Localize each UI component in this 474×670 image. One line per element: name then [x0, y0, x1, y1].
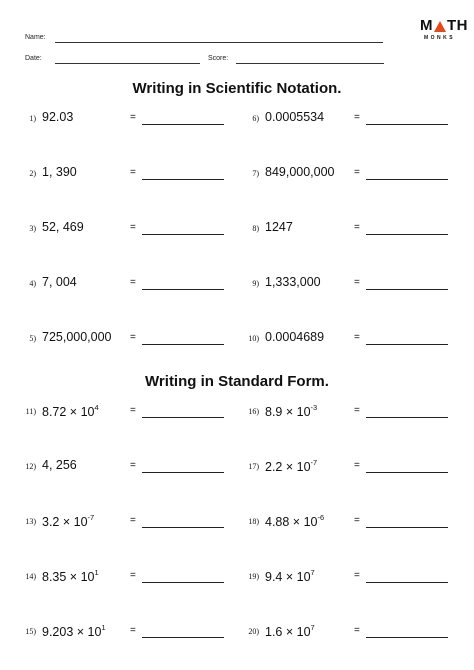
answer-blank[interactable]	[366, 527, 448, 528]
problem-item	[0, 165, 474, 183]
problem-number: 15)	[25, 627, 36, 636]
answer-blank[interactable]	[366, 582, 448, 583]
expression-exponent: -7	[87, 513, 95, 522]
equals-sign: =	[130, 167, 136, 178]
problem-item	[0, 513, 474, 531]
problem-number: 12)	[25, 462, 36, 471]
name-label: Name:	[25, 34, 46, 41]
problem-expression: 1247	[265, 220, 293, 234]
math-monks-logo	[420, 17, 468, 41]
answer-blank[interactable]	[366, 179, 448, 180]
score-label: Score:	[208, 55, 229, 62]
answer-blank[interactable]	[366, 289, 448, 290]
triangle-icon	[434, 21, 446, 32]
problem-item	[0, 330, 474, 348]
problem-expression: 4, 256	[42, 458, 77, 472]
expression-base: 2.2 × 10	[265, 460, 311, 474]
answer-blank[interactable]	[366, 234, 448, 235]
problem-expression	[265, 623, 315, 639]
problem-item	[0, 458, 474, 476]
problem-number: 19)	[248, 572, 259, 581]
logo-text-m: M	[420, 17, 433, 34]
problem-expression: 92.03	[42, 110, 74, 124]
equals-sign: =	[130, 405, 136, 416]
expression-base: 8.9 × 10	[265, 405, 311, 419]
equals-sign: =	[130, 112, 136, 123]
problem-number: 1)	[29, 114, 36, 123]
problem-expression: 52, 469	[42, 220, 84, 234]
problem-expression: 1, 390	[42, 165, 77, 179]
problem-number: 6)	[252, 114, 259, 123]
equals-sign: =	[130, 222, 136, 233]
logo-subtext: MONKS	[424, 35, 456, 41]
equals-sign: =	[130, 460, 136, 471]
date-field[interactable]	[55, 63, 200, 64]
expression-exponent: -3	[310, 403, 318, 412]
expression-exponent: 1	[94, 568, 99, 577]
problem-number: 10)	[248, 334, 259, 343]
problem-number: 18)	[248, 517, 259, 526]
answer-blank[interactable]	[366, 417, 448, 418]
answer-blank[interactable]	[366, 472, 448, 473]
problem-item	[0, 568, 474, 586]
problem-item	[0, 403, 474, 421]
equals-sign: =	[354, 570, 360, 581]
expression-base: 9.203 × 10	[42, 625, 102, 639]
equals-sign: =	[130, 332, 136, 343]
equals-sign: =	[130, 515, 136, 526]
problem-expression	[265, 458, 317, 474]
problem-expression: 1,333,000	[265, 275, 321, 289]
answer-blank[interactable]	[366, 344, 448, 345]
expression-base: 8.35 × 10	[42, 570, 95, 584]
equals-sign: =	[354, 222, 360, 233]
score-field[interactable]	[236, 63, 384, 64]
expression-base: 9.4 × 10	[265, 570, 311, 584]
equals-sign: =	[130, 570, 136, 581]
equals-sign: =	[354, 515, 360, 526]
expression-base: 8.72 × 10	[42, 405, 95, 419]
section-title-scientific: Writing in Scientific Notation.	[132, 80, 342, 97]
problem-number: 13)	[25, 517, 36, 526]
expression-exponent: 4	[94, 403, 99, 412]
equals-sign: =	[130, 277, 136, 288]
equals-sign: =	[354, 405, 360, 416]
equals-sign: =	[354, 112, 360, 123]
logo-text-th: TH	[447, 17, 468, 34]
problem-expression	[265, 403, 317, 419]
expression-exponent: -7	[310, 458, 318, 467]
problem-expression	[265, 513, 324, 529]
equals-sign: =	[354, 332, 360, 343]
problem-number: 16)	[248, 407, 259, 416]
problem-number: 4)	[29, 279, 36, 288]
equals-sign: =	[354, 277, 360, 288]
problem-item	[0, 110, 474, 128]
equals-sign: =	[354, 625, 360, 636]
problem-item	[0, 220, 474, 238]
problem-item	[0, 623, 474, 641]
problem-number: 17)	[248, 462, 259, 471]
expression-exponent: -6	[317, 513, 325, 522]
date-label: Date:	[25, 55, 42, 62]
expression-exponent: 1	[101, 623, 106, 632]
problem-expression	[265, 568, 315, 584]
problem-number: 20)	[248, 627, 259, 636]
answer-blank[interactable]	[366, 637, 448, 638]
equals-sign: =	[354, 460, 360, 471]
problem-expression: 725,000,000	[42, 330, 112, 344]
answer-blank[interactable]	[366, 124, 448, 125]
problem-number: 9)	[252, 279, 259, 288]
problem-expression: 849,000,000	[265, 165, 335, 179]
expression-base: 3.2 × 10	[42, 515, 88, 529]
problem-number: 8)	[252, 224, 259, 233]
expression-exponent: 7	[310, 568, 315, 577]
problem-item	[0, 275, 474, 293]
equals-sign: =	[130, 625, 136, 636]
name-field[interactable]	[55, 42, 383, 43]
problem-expression: 0.0004689	[265, 330, 325, 344]
equals-sign: =	[354, 167, 360, 178]
problem-number: 7)	[252, 169, 259, 178]
expression-base: 1.6 × 10	[265, 625, 311, 639]
problem-number: 5)	[29, 334, 36, 343]
problem-number: 3)	[29, 224, 36, 233]
problem-number: 11)	[25, 407, 36, 416]
problem-number: 2)	[29, 169, 36, 178]
expression-base: 4.88 × 10	[265, 515, 318, 529]
problem-number: 14)	[25, 572, 36, 581]
problem-expression: 0.0005534	[265, 110, 325, 124]
expression-exponent: 7	[310, 623, 315, 632]
section-title-standard: Writing in Standard Form.	[145, 373, 329, 390]
problem-expression: 7, 004	[42, 275, 77, 289]
